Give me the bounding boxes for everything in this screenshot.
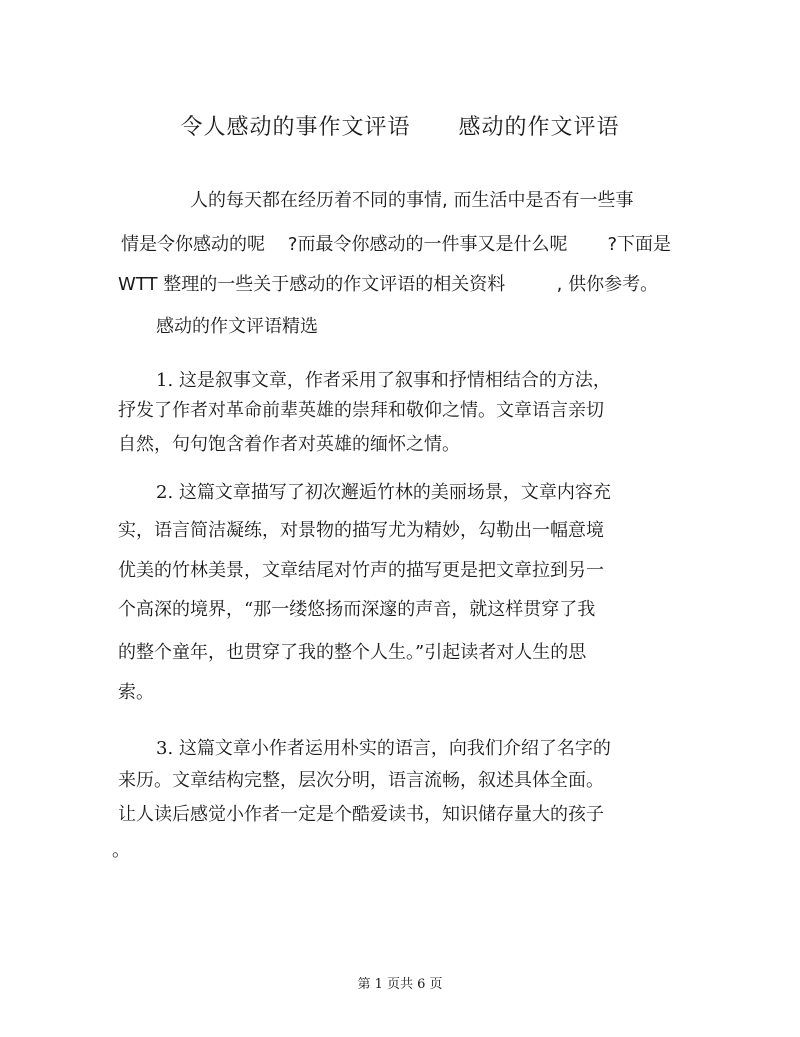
- paragraph-2-line-6: 索。: [118, 682, 154, 703]
- paragraph-2-line-2: 实，语言简洁凝练，对景物的描写尤为精妙，勾勒出一幅意境: [118, 520, 604, 541]
- paragraph-2-line-1: 2. 这篇文章描写了初次邂逅竹林的美丽场景，文章内容充: [156, 482, 611, 503]
- paragraph-3-line-2: 来历。文章结构完整，层次分明，语言流畅，叙述具体全面。: [118, 770, 604, 791]
- paragraph-2-line-4: 个高深的境界，“那一缕悠扬而深邃的声音，就这样贯穿了我: [118, 599, 596, 620]
- paragraph-3-line-1: 3. 这篇文章小作者运用朴实的语言，向我们介绍了名字的: [156, 738, 611, 759]
- paragraph-2-line-3: 优美的竹林美景，文章结尾对竹声的描写更是把文章拉到另一: [118, 560, 604, 581]
- paragraph-3-line-4: 。: [112, 840, 130, 861]
- intro-line-3: WTT 整理的一些关于感动的作文评语的相关资料 , 供你参考。: [118, 274, 659, 295]
- document-title: 令人感动的事作文评语 感动的作文评语: [180, 115, 620, 140]
- section-heading: 感动的作文评语精选: [156, 316, 318, 337]
- paragraph-1-line-2: 抒发了作者对革命前辈英雄的崇拜和敬仰之情。文章语言亲切: [118, 400, 604, 421]
- paragraph-3-line-3: 让人读后感觉小作者一定是个酷爱读书，知识储存量大的孩子: [118, 804, 604, 825]
- intro-line-2: 情是令你感动的呢 ?而最令你感动的一件事又是什么呢 ?下面是: [121, 234, 672, 255]
- paragraph-2-line-5: 的整个童年，也贯穿了我的整个人生。”引起读者对人生的思: [118, 642, 587, 663]
- paragraph-1-line-3: 自然，句句饱含着作者对英雄的缅怀之情。: [118, 434, 460, 455]
- intro-line-1: 人的每天都在经历着不同的事情, 而生活中是否有一些事: [190, 190, 634, 211]
- paragraph-1-line-1: 1. 这是叙事文章，作者采用了叙事和抒情相结合的方法，: [156, 370, 611, 391]
- page-number-footer: 第 1 页共 6 页: [357, 977, 443, 992]
